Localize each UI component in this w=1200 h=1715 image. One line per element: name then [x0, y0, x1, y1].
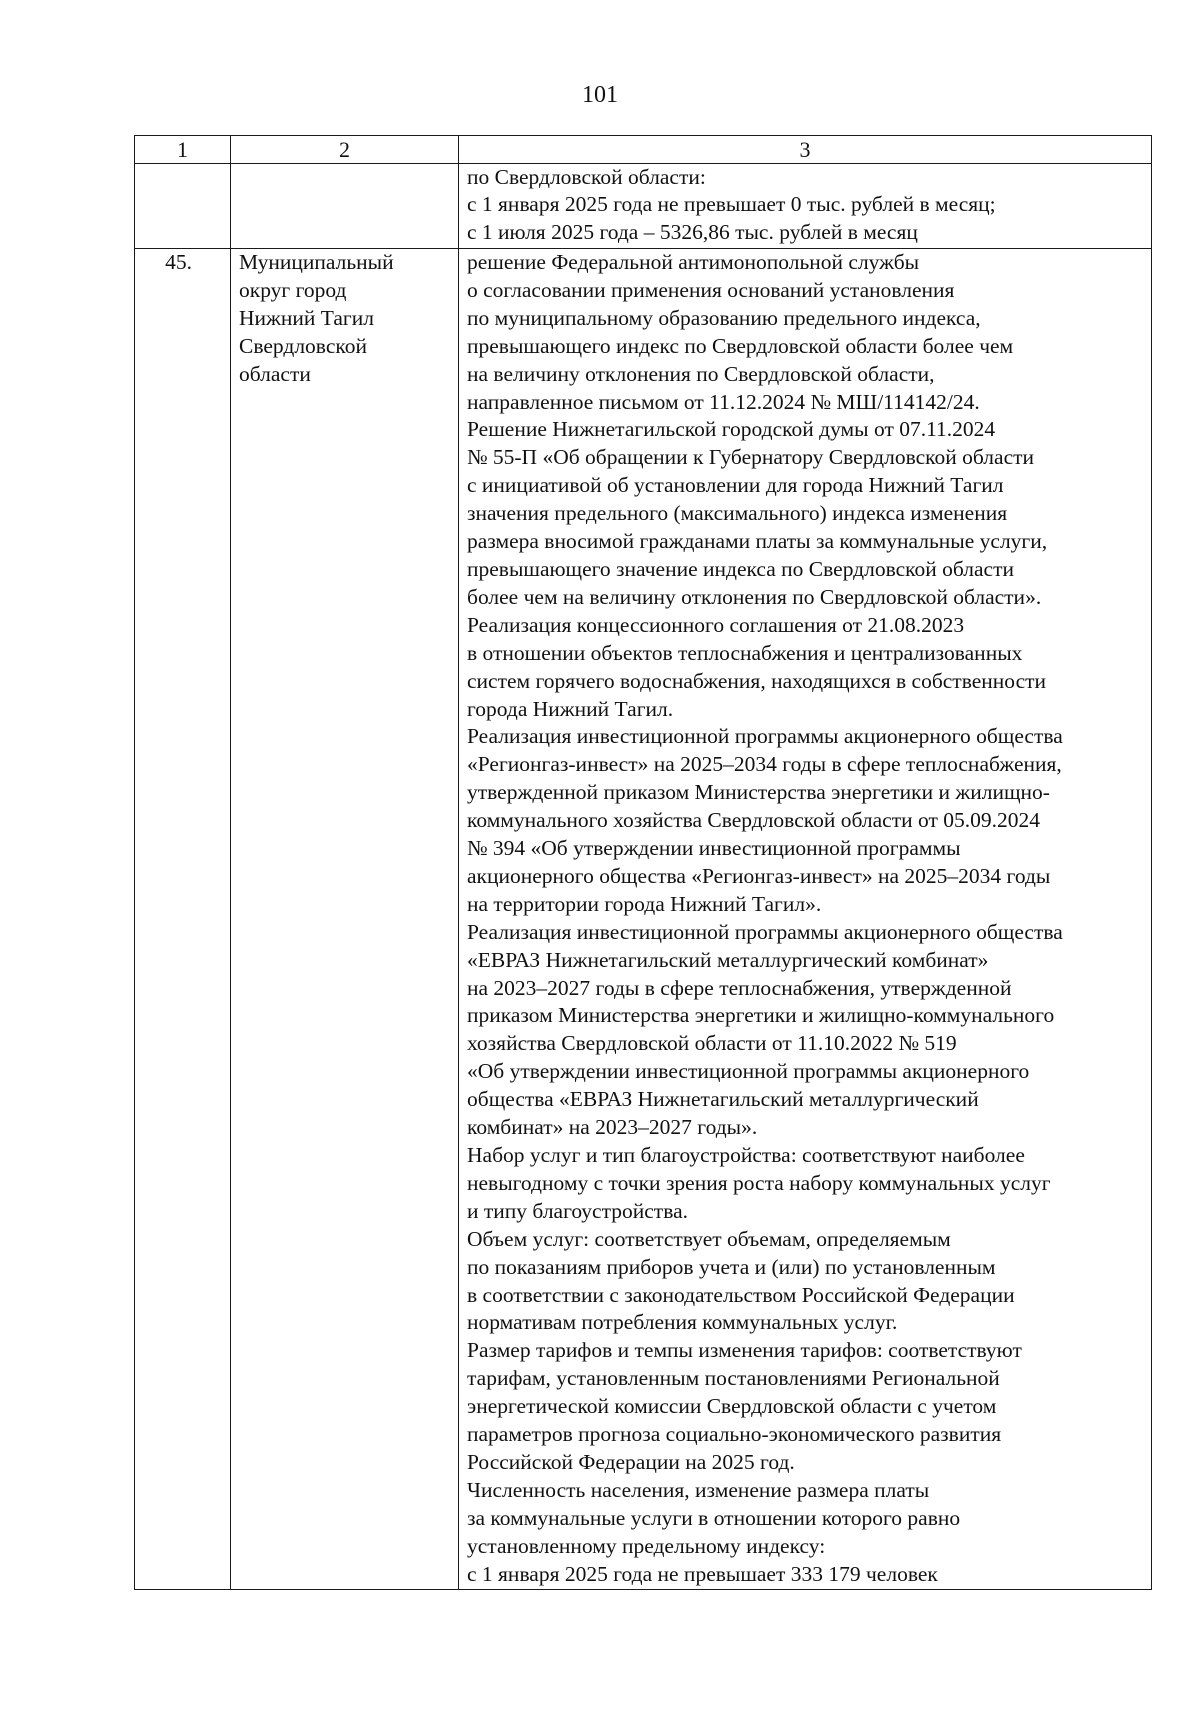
description-line: № 394 «Об утверждении инвестиционной программы	[467, 836, 961, 861]
description-line: за коммунальные услуги в отношении которого равно	[467, 1505, 961, 1530]
description-line: Решение Нижнетагильской городской думы от 07.11.2024	[467, 417, 996, 442]
description-line: направленное письмом от 11.12.2024 № МШ/114142/24.	[467, 389, 980, 414]
description-line: города Нижний Тагил.	[467, 696, 674, 721]
continuation-municipality-cell	[231, 164, 459, 249]
description-line: превышающего значение индекса по Свердловской области	[467, 556, 1015, 581]
table-row-45	[135, 249, 1152, 1590]
continuation-line: по Свердловской области:	[467, 165, 706, 189]
municipality-line: Свердловской	[239, 333, 367, 358]
continuation-number-cell	[135, 164, 231, 249]
description-line: акционерного общества «Регионгаз-инвест» на 2025–2034 годы	[467, 863, 1051, 888]
row-number: 45.	[165, 250, 192, 274]
description-line: установленному предельному индексу:	[467, 1533, 826, 1558]
municipality-line: Муниципальный	[239, 250, 394, 274]
description-line: с 1 января 2025 года не превышает 333 179 человек	[467, 1561, 938, 1586]
description-line: № 55-П «Об обращении к Губернатору Свердловской области	[467, 445, 1035, 470]
description-line: и типу благоустройства.	[467, 1198, 688, 1223]
description-line: размера вносимой гражданами платы за коммунальные услуги,	[467, 529, 1048, 554]
page-number: 101	[582, 82, 618, 108]
description-line: Размер тарифов и темпы изменения тарифов: соответствуют	[467, 1338, 1022, 1363]
table-row-continuation	[135, 164, 1152, 249]
description-line: Набор услуг и тип благоустройства: соответствуют наиболее	[467, 1143, 1025, 1167]
description-line: «Об утверждении инвестиционной программы акционерного	[467, 1059, 1030, 1084]
column-header-3: 3	[459, 136, 1152, 164]
description-line: значения предельного (максимального) индекса изменения	[467, 501, 1008, 526]
municipality-cell	[231, 249, 459, 1590]
municipality-name	[231, 249, 458, 389]
description-line: более чем на величину отклонения по Свердловской области».	[467, 584, 1042, 609]
table-header-row	[135, 136, 1152, 164]
description-text	[459, 249, 1151, 1589]
document-table	[134, 135, 1152, 1590]
description-line: параметров прогноза социально-экономического развития	[467, 1422, 1002, 1447]
description-line: Реализация концессионного соглашения от 21.08.2023	[467, 612, 965, 637]
continuation-text	[459, 164, 1151, 246]
continuation-line: с 1 января 2025 года не превышает 0 тыс. рублей в месяц;	[467, 192, 996, 217]
description-line: решение Федеральной антимонопольной службы	[467, 250, 920, 274]
description-line: с инициативой об установлении для города Нижний Тагил	[467, 473, 1004, 498]
row-number-cell	[135, 249, 231, 1590]
description-line: на 2023–2027 годы в сфере теплоснабжения, утвержденной	[467, 975, 1012, 1000]
description-line: Реализация инвестиционной программы акционерного общества	[467, 919, 1063, 944]
description-line: коммунального хозяйства Свердловской области от 05.09.2024	[467, 808, 1040, 833]
municipality-line: области	[239, 361, 311, 386]
description-line: комбинат» на 2023–2027 годы».	[467, 1115, 758, 1140]
description-line: о согласовании применения оснований установления	[467, 277, 955, 302]
description-cell	[459, 249, 1152, 1590]
description-line: в отношении объектов теплоснабжения и централизованных	[467, 640, 1023, 665]
municipality-line: округ город	[239, 277, 347, 302]
continuation-line: с 1 июля 2025 года – 5326,86 тыс. рублей в месяц	[467, 219, 918, 244]
column-header-1: 1	[135, 136, 231, 164]
description-line: общества «ЕВРАЗ Нижнетагильский металлургический	[467, 1087, 979, 1112]
description-line: по показаниям приборов учета и (или) по установленным	[467, 1254, 996, 1279]
municipality-line: Нижний Тагил	[239, 305, 374, 330]
description-line: тарифам, установленным постановлениями Региональной	[467, 1366, 1000, 1391]
description-line: в соответствии с законодательством Российской Федерации	[467, 1282, 1015, 1307]
description-line: энергетической комиссии Свердловской области с учетом	[467, 1394, 997, 1419]
description-line: Объем услуг: соответствует объемам, определяемым	[467, 1226, 951, 1251]
description-line: нормативам потребления коммунальных услуг.	[467, 1310, 898, 1335]
description-line: приказом Министерства энергетики и жилищно-коммунального	[467, 1003, 1055, 1028]
description-line: по муниципальному образованию предельного индекса,	[467, 305, 981, 330]
description-line: Реализация инвестиционной программы акционерного общества	[467, 724, 1063, 749]
description-line: «Регионгаз-инвест» на 2025–2034 годы в сфере теплоснабжения,	[467, 752, 1062, 777]
description-line: систем горячего водоснабжения, находящихся в собственности	[467, 668, 1047, 693]
description-line: утвержденной приказом Министерства энергетики и жилищно-	[467, 780, 1050, 805]
continuation-description-cell	[459, 164, 1152, 249]
description-line: на территории города Нижний Тагил».	[467, 891, 822, 916]
description-line: невыгодному с точки зрения роста набору коммунальных услуг	[467, 1170, 1051, 1195]
description-line: «ЕВРАЗ Нижнетагильский металлургический комбинат»	[467, 947, 989, 972]
description-line: Численность населения, изменение размера платы	[467, 1477, 930, 1502]
description-line: хозяйства Свердловской области от 11.10.2022 № 519	[467, 1031, 957, 1056]
description-line: на величину отклонения по Свердловской области,	[467, 361, 935, 386]
description-line: превышающего индекс по Свердловской области более чем	[467, 333, 1014, 358]
description-line: Российской Федерации на 2025 год.	[467, 1449, 795, 1474]
column-header-2: 2	[231, 136, 459, 164]
